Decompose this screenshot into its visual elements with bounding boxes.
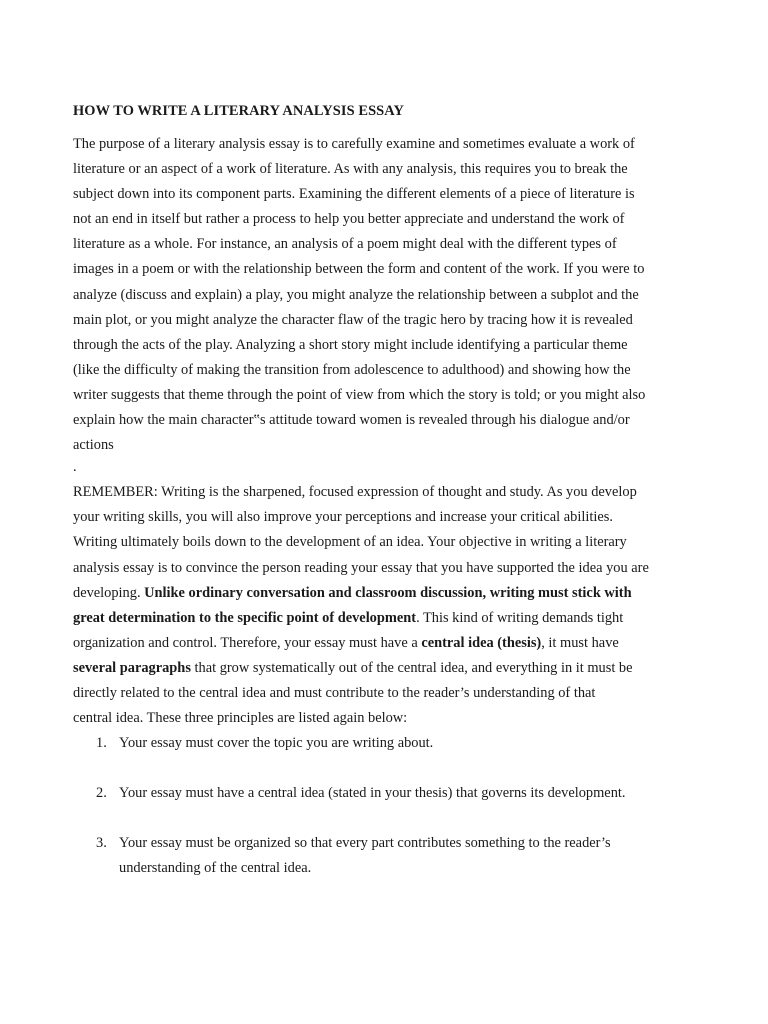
intro-paragraph — [73, 132, 698, 458]
emphasis-text: Unlike ordinary conversation and classroom discussion, writing must stick with — [144, 584, 632, 601]
remember-text: that grow systematically out of the central idea, and everything in it must be — [190, 659, 633, 676]
remember-line: your writing skills, you will also improve your perceptions and increase your critical abilities. — [73, 509, 613, 526]
remember-line: Writing ultimately boils down to the development of an idea. Your objective in writing a literary — [73, 534, 627, 551]
intro-line: analyze (discuss and explain) a play, you might analyze the relationship between a subplot and the — [73, 286, 639, 303]
intro-line: The purpose of a literary analysis essay is to carefully examine and sometimes evaluate a work of — [73, 136, 635, 152]
intro-line: explain how the main character‟s attitude toward women is revealed through his dialogue and/or — [73, 412, 630, 429]
stray-period: . — [73, 459, 77, 476]
list-item — [73, 831, 698, 881]
list-number: 2. — [96, 785, 107, 802]
remember-line: directly related to the central idea and must contribute to the reader’s understanding of that — [73, 684, 596, 701]
remember-line: analysis essay is to convince the person reading your essay that you have supported the idea you are — [73, 559, 649, 576]
intro-line: literature or an aspect of a work of literature. As with any analysis, this requires you to break the — [73, 161, 628, 178]
document-page — [73, 100, 698, 882]
list-text-line: understanding of the central idea. — [119, 860, 312, 877]
remember-line: central idea. These three principles are listed again below: — [73, 710, 408, 727]
remember-text: organization and control. Therefore, your essay must have a — [73, 634, 422, 651]
list-item — [73, 731, 698, 756]
list-item — [73, 781, 698, 806]
emphasis-text: central idea (thesis) — [421, 634, 542, 651]
list-text: Your essay must cover the topic you are writing about. — [119, 735, 434, 752]
remember-line — [73, 581, 698, 606]
remember-text: , it must have — [541, 634, 619, 651]
document-title: HOW TO WRITE A LITERARY ANALYSIS ESSAY — [73, 103, 404, 119]
emphasis-text: great determination to the specific point of development — [73, 609, 417, 626]
remember-line — [73, 606, 698, 631]
intro-line: not an end in itself but rather a process to help you better appreciate and understand the work of — [73, 211, 625, 228]
emphasis-text: several paragraphs — [73, 659, 191, 676]
intro-line: through the acts of the play. Analyzing a short story might include identifying a particular theme — [73, 336, 628, 353]
remember-line — [73, 656, 698, 681]
remember-line: REMEMBER: Writing is the sharpened, focused expression of thought and study. As you develop — [73, 484, 637, 501]
remember-text: . This kind of writing demands tight — [416, 609, 624, 626]
remember-text: developing. — [73, 584, 145, 601]
list-number: 1. — [96, 735, 107, 752]
list-number: 3. — [96, 835, 107, 852]
intro-line: actions — [73, 437, 114, 454]
principles-list — [73, 731, 698, 881]
intro-line: main plot, or you might analyze the character flaw of the tragic hero by tracing how it is revealed — [73, 311, 633, 328]
intro-line: literature as a whole. For instance, an analysis of a poem might deal with the different types of — [73, 236, 617, 253]
list-text: Your essay must have a central idea (stated in your thesis) that governs its development. — [119, 785, 626, 802]
list-text-line: Your essay must be organized so that every part contributes something to the reader’s — [119, 835, 611, 852]
intro-line: images in a poem or with the relationship between the form and content of the work. If you were to — [73, 261, 645, 278]
intro-line: subject down into its component parts. Examining the different elements of a piece of literature is — [73, 186, 635, 203]
list-text — [119, 831, 698, 881]
intro-line: writer suggests that theme through the point of view from which the story is told; or you might also — [73, 386, 646, 403]
intro-line: (like the difficulty of making the transition from adolescence to adulthood) and showing how the — [73, 361, 631, 378]
remember-line — [73, 631, 698, 656]
remember-paragraph — [73, 480, 698, 731]
